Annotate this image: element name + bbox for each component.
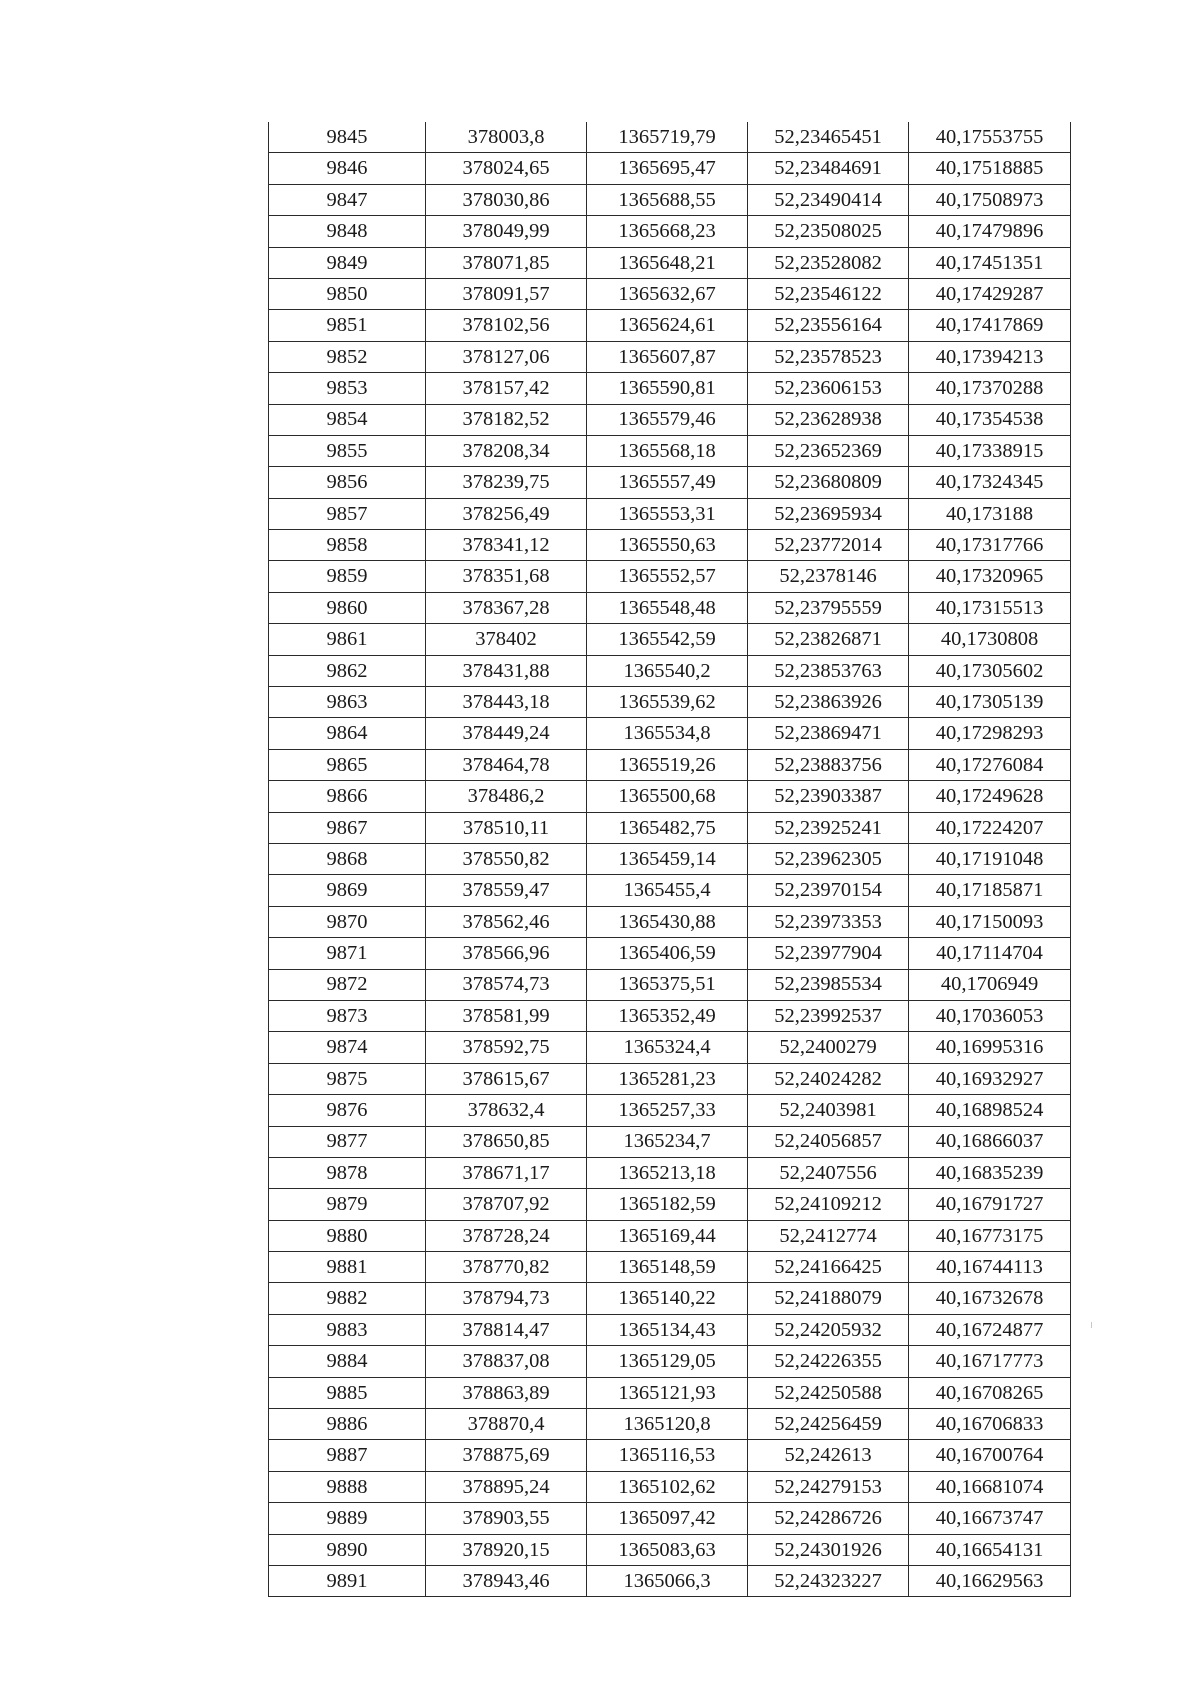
point-number-cell: 9884 [269,1346,426,1377]
y-coordinate-cell: 1365281,23 [587,1063,748,1094]
x-coordinate-cell: 378449,24 [426,718,587,749]
table-row [269,404,1071,435]
point-number-cell: 9886 [269,1409,426,1440]
latitude-cell: 52,23985534 [748,969,909,1000]
point-number-cell: 9858 [269,530,426,561]
y-coordinate-cell: 1365579,46 [587,404,748,435]
point-number-cell: 9890 [269,1534,426,1565]
longitude-cell: 40,17249628 [909,781,1071,812]
y-coordinate-cell: 1365134,43 [587,1314,748,1345]
latitude-cell: 52,23795559 [748,592,909,623]
y-coordinate-cell: 1365648,21 [587,247,748,278]
table-row [269,1440,1071,1471]
longitude-cell: 40,17114704 [909,938,1071,969]
longitude-cell: 40,17320965 [909,561,1071,592]
latitude-cell: 52,24188079 [748,1283,909,1314]
point-number-cell: 9866 [269,781,426,812]
y-coordinate-cell: 1365542,59 [587,624,748,655]
x-coordinate-cell: 378102,56 [426,310,587,341]
latitude-cell: 52,24056857 [748,1126,909,1157]
y-coordinate-cell: 1365540,2 [587,655,748,686]
longitude-cell: 40,17338915 [909,435,1071,466]
table-row [269,122,1071,153]
y-coordinate-cell: 1365102,62 [587,1471,748,1502]
scan-speck [1091,1322,1092,1328]
table-row [269,373,1071,404]
longitude-cell: 40,17298293 [909,718,1071,749]
x-coordinate-cell: 378863,89 [426,1377,587,1408]
x-coordinate-cell: 378707,92 [426,1189,587,1220]
y-coordinate-cell: 1365557,49 [587,467,748,498]
latitude-cell: 52,24301926 [748,1534,909,1565]
x-coordinate-cell: 378030,86 [426,184,587,215]
table-row [269,1189,1071,1220]
longitude-cell: 40,17508973 [909,184,1071,215]
x-coordinate-cell: 378875,69 [426,1440,587,1471]
table-row [269,1126,1071,1157]
x-coordinate-cell: 378402 [426,624,587,655]
y-coordinate-cell: 1365500,68 [587,781,748,812]
table-row [269,687,1071,718]
latitude-cell: 52,24250588 [748,1377,909,1408]
table-row [269,1534,1071,1565]
x-coordinate-cell: 378870,4 [426,1409,587,1440]
x-coordinate-cell: 378049,99 [426,216,587,247]
table-row [269,247,1071,278]
table-row [269,216,1071,247]
y-coordinate-cell: 1365140,22 [587,1283,748,1314]
x-coordinate-cell: 378728,24 [426,1220,587,1251]
y-coordinate-cell: 1365066,3 [587,1565,748,1596]
y-coordinate-cell: 1365097,42 [587,1503,748,1534]
x-coordinate-cell: 378650,85 [426,1126,587,1157]
point-number-cell: 9848 [269,216,426,247]
longitude-cell: 40,16835239 [909,1157,1071,1188]
y-coordinate-cell: 1365719,79 [587,122,748,153]
table-row [269,1283,1071,1314]
longitude-cell: 40,16744113 [909,1252,1071,1283]
y-coordinate-cell: 1365539,62 [587,687,748,718]
longitude-cell: 40,17417869 [909,310,1071,341]
longitude-cell: 40,16700764 [909,1440,1071,1471]
x-coordinate-cell: 378464,78 [426,749,587,780]
point-number-cell: 9871 [269,938,426,969]
latitude-cell: 52,23992537 [748,1000,909,1031]
y-coordinate-cell: 1365624,61 [587,310,748,341]
point-number-cell: 9864 [269,718,426,749]
y-coordinate-cell: 1365459,14 [587,843,748,874]
y-coordinate-cell: 1365607,87 [587,341,748,372]
x-coordinate-cell: 378770,82 [426,1252,587,1283]
point-number-cell: 9885 [269,1377,426,1408]
point-number-cell: 9850 [269,278,426,309]
latitude-cell: 52,23546122 [748,278,909,309]
x-coordinate-cell: 378837,08 [426,1346,587,1377]
longitude-cell: 40,16629563 [909,1565,1071,1596]
x-coordinate-cell: 378903,55 [426,1503,587,1534]
y-coordinate-cell: 1365375,51 [587,969,748,1000]
table-row [269,1095,1071,1126]
y-coordinate-cell: 1365406,59 [587,938,748,969]
x-coordinate-cell: 378814,47 [426,1314,587,1345]
latitude-cell: 52,23853763 [748,655,909,686]
point-number-cell: 9873 [269,1000,426,1031]
table-row [269,184,1071,215]
latitude-cell: 52,2412774 [748,1220,909,1251]
y-coordinate-cell: 1365430,88 [587,906,748,937]
latitude-cell: 52,24109212 [748,1189,909,1220]
point-number-cell: 9853 [269,373,426,404]
longitude-cell: 40,17305602 [909,655,1071,686]
coordinates-table [268,122,1071,1597]
longitude-cell: 40,1706949 [909,969,1071,1000]
longitude-cell: 40,17315513 [909,592,1071,623]
point-number-cell: 9874 [269,1032,426,1063]
table-row [269,1471,1071,1502]
y-coordinate-cell: 1365534,8 [587,718,748,749]
point-number-cell: 9851 [269,310,426,341]
longitude-cell: 40,17394213 [909,341,1071,372]
y-coordinate-cell: 1365121,93 [587,1377,748,1408]
x-coordinate-cell: 378559,47 [426,875,587,906]
latitude-cell: 52,23652369 [748,435,909,466]
y-coordinate-cell: 1365482,75 [587,812,748,843]
point-number-cell: 9852 [269,341,426,372]
point-number-cell: 9888 [269,1471,426,1502]
coordinates-table-body [269,122,1071,1597]
latitude-cell: 52,2403981 [748,1095,909,1126]
latitude-cell: 52,24166425 [748,1252,909,1283]
table-row [269,153,1071,184]
longitude-cell: 40,17451351 [909,247,1071,278]
point-number-cell: 9861 [269,624,426,655]
x-coordinate-cell: 378351,68 [426,561,587,592]
x-coordinate-cell: 378256,49 [426,498,587,529]
longitude-cell: 40,17191048 [909,843,1071,874]
y-coordinate-cell: 1365116,53 [587,1440,748,1471]
point-number-cell: 9867 [269,812,426,843]
table-row [269,1409,1071,1440]
table-row [269,1032,1071,1063]
point-number-cell: 9878 [269,1157,426,1188]
point-number-cell: 9879 [269,1189,426,1220]
longitude-cell: 40,16717773 [909,1346,1071,1377]
point-number-cell: 9855 [269,435,426,466]
latitude-cell: 52,23883756 [748,749,909,780]
x-coordinate-cell: 378443,18 [426,687,587,718]
point-number-cell: 9865 [269,749,426,780]
longitude-cell: 40,17317766 [909,530,1071,561]
longitude-cell: 40,17305139 [909,687,1071,718]
point-number-cell: 9880 [269,1220,426,1251]
longitude-cell: 40,16708265 [909,1377,1071,1408]
longitude-cell: 40,16791727 [909,1189,1071,1220]
latitude-cell: 52,24226355 [748,1346,909,1377]
latitude-cell: 52,23556164 [748,310,909,341]
y-coordinate-cell: 1365550,63 [587,530,748,561]
y-coordinate-cell: 1365129,05 [587,1346,748,1377]
table-row [269,310,1071,341]
x-coordinate-cell: 378157,42 [426,373,587,404]
point-number-cell: 9877 [269,1126,426,1157]
point-number-cell: 9868 [269,843,426,874]
table-row [269,906,1071,937]
y-coordinate-cell: 1365548,48 [587,592,748,623]
point-number-cell: 9859 [269,561,426,592]
longitude-cell: 40,1730808 [909,624,1071,655]
latitude-cell: 52,23869471 [748,718,909,749]
latitude-cell: 52,2378146 [748,561,909,592]
x-coordinate-cell: 378943,46 [426,1565,587,1596]
latitude-cell: 52,23465451 [748,122,909,153]
x-coordinate-cell: 378486,2 [426,781,587,812]
point-number-cell: 9882 [269,1283,426,1314]
y-coordinate-cell: 1365083,63 [587,1534,748,1565]
point-number-cell: 9883 [269,1314,426,1345]
point-number-cell: 9845 [269,122,426,153]
y-coordinate-cell: 1365182,59 [587,1189,748,1220]
table-row [269,592,1071,623]
latitude-cell: 52,23903387 [748,781,909,812]
table-row [269,781,1071,812]
x-coordinate-cell: 378239,75 [426,467,587,498]
table-row [269,624,1071,655]
latitude-cell: 52,23973353 [748,906,909,937]
x-coordinate-cell: 378510,11 [426,812,587,843]
latitude-cell: 52,23528082 [748,247,909,278]
longitude-cell: 40,16681074 [909,1471,1071,1502]
latitude-cell: 52,23490414 [748,184,909,215]
x-coordinate-cell: 378671,17 [426,1157,587,1188]
latitude-cell: 52,24286726 [748,1503,909,1534]
latitude-cell: 52,23508025 [748,216,909,247]
latitude-cell: 52,23962305 [748,843,909,874]
table-row [269,498,1071,529]
x-coordinate-cell: 378208,34 [426,435,587,466]
latitude-cell: 52,23606153 [748,373,909,404]
point-number-cell: 9857 [269,498,426,529]
point-number-cell: 9872 [269,969,426,1000]
point-number-cell: 9889 [269,1503,426,1534]
y-coordinate-cell: 1365455,4 [587,875,748,906]
latitude-cell: 52,23925241 [748,812,909,843]
x-coordinate-cell: 378341,12 [426,530,587,561]
y-coordinate-cell: 1365632,67 [587,278,748,309]
x-coordinate-cell: 378091,57 [426,278,587,309]
latitude-cell: 52,24024282 [748,1063,909,1094]
x-coordinate-cell: 378566,96 [426,938,587,969]
table-row [269,843,1071,874]
latitude-cell: 52,2400279 [748,1032,909,1063]
y-coordinate-cell: 1365234,7 [587,1126,748,1157]
x-coordinate-cell: 378071,85 [426,247,587,278]
x-coordinate-cell: 378003,8 [426,122,587,153]
latitude-cell: 52,24279153 [748,1471,909,1502]
longitude-cell: 40,17553755 [909,122,1071,153]
table-row [269,969,1071,1000]
longitude-cell: 40,16773175 [909,1220,1071,1251]
longitude-cell: 40,17036053 [909,1000,1071,1031]
x-coordinate-cell: 378895,24 [426,1471,587,1502]
x-coordinate-cell: 378550,82 [426,843,587,874]
longitude-cell: 40,17518885 [909,153,1071,184]
table-row [269,938,1071,969]
latitude-cell: 52,23578523 [748,341,909,372]
table-row [269,1314,1071,1345]
latitude-cell: 52,23680809 [748,467,909,498]
table-row [269,1252,1071,1283]
table-row [269,467,1071,498]
y-coordinate-cell: 1365568,18 [587,435,748,466]
y-coordinate-cell: 1365213,18 [587,1157,748,1188]
latitude-cell: 52,2407556 [748,1157,909,1188]
y-coordinate-cell: 1365148,59 [587,1252,748,1283]
point-number-cell: 9876 [269,1095,426,1126]
longitude-cell: 40,16673747 [909,1503,1071,1534]
longitude-cell: 40,17429287 [909,278,1071,309]
point-number-cell: 9862 [269,655,426,686]
longitude-cell: 40,16932927 [909,1063,1071,1094]
table-row [269,530,1071,561]
latitude-cell: 52,242613 [748,1440,909,1471]
longitude-cell: 40,17224207 [909,812,1071,843]
point-number-cell: 9846 [269,153,426,184]
longitude-cell: 40,16724877 [909,1314,1071,1345]
x-coordinate-cell: 378794,73 [426,1283,587,1314]
y-coordinate-cell: 1365688,55 [587,184,748,215]
x-coordinate-cell: 378024,65 [426,153,587,184]
x-coordinate-cell: 378182,52 [426,404,587,435]
table-row [269,1503,1071,1534]
x-coordinate-cell: 378127,06 [426,341,587,372]
longitude-cell: 40,17479896 [909,216,1071,247]
longitude-cell: 40,16866037 [909,1126,1071,1157]
latitude-cell: 52,23977904 [748,938,909,969]
latitude-cell: 52,23826871 [748,624,909,655]
longitude-cell: 40,17324345 [909,467,1071,498]
table-row [269,812,1071,843]
y-coordinate-cell: 1365257,33 [587,1095,748,1126]
y-coordinate-cell: 1365590,81 [587,373,748,404]
longitude-cell: 40,16995316 [909,1032,1071,1063]
table-row [269,435,1071,466]
x-coordinate-cell: 378431,88 [426,655,587,686]
table-row [269,875,1071,906]
y-coordinate-cell: 1365668,23 [587,216,748,247]
longitude-cell: 40,16654131 [909,1534,1071,1565]
x-coordinate-cell: 378574,73 [426,969,587,1000]
table-row [269,1346,1071,1377]
longitude-cell: 40,17354538 [909,404,1071,435]
longitude-cell: 40,16706833 [909,1409,1071,1440]
point-number-cell: 9887 [269,1440,426,1471]
point-number-cell: 9881 [269,1252,426,1283]
y-coordinate-cell: 1365519,26 [587,749,748,780]
table-row [269,749,1071,780]
point-number-cell: 9891 [269,1565,426,1596]
y-coordinate-cell: 1365169,44 [587,1220,748,1251]
longitude-cell: 40,16732678 [909,1283,1071,1314]
x-coordinate-cell: 378581,99 [426,1000,587,1031]
x-coordinate-cell: 378592,75 [426,1032,587,1063]
y-coordinate-cell: 1365552,57 [587,561,748,592]
x-coordinate-cell: 378920,15 [426,1534,587,1565]
longitude-cell: 40,17370288 [909,373,1071,404]
longitude-cell: 40,17185871 [909,875,1071,906]
table-row [269,655,1071,686]
latitude-cell: 52,23772014 [748,530,909,561]
point-number-cell: 9847 [269,184,426,215]
y-coordinate-cell: 1365695,47 [587,153,748,184]
longitude-cell: 40,17276084 [909,749,1071,780]
latitude-cell: 52,23484691 [748,153,909,184]
table-row [269,1377,1071,1408]
latitude-cell: 52,24323227 [748,1565,909,1596]
x-coordinate-cell: 378632,4 [426,1095,587,1126]
y-coordinate-cell: 1365324,4 [587,1032,748,1063]
table-row [269,718,1071,749]
table-row [269,1157,1071,1188]
table-row [269,1063,1071,1094]
x-coordinate-cell: 378615,67 [426,1063,587,1094]
point-number-cell: 9863 [269,687,426,718]
table-row [269,561,1071,592]
table-row [269,341,1071,372]
table-row [269,1565,1071,1596]
point-number-cell: 9854 [269,404,426,435]
latitude-cell: 52,23863926 [748,687,909,718]
longitude-cell: 40,173188 [909,498,1071,529]
longitude-cell: 40,16898524 [909,1095,1071,1126]
y-coordinate-cell: 1365352,49 [587,1000,748,1031]
y-coordinate-cell: 1365120,8 [587,1409,748,1440]
latitude-cell: 52,23628938 [748,404,909,435]
point-number-cell: 9875 [269,1063,426,1094]
longitude-cell: 40,17150093 [909,906,1071,937]
x-coordinate-cell: 378562,46 [426,906,587,937]
x-coordinate-cell: 378367,28 [426,592,587,623]
point-number-cell: 9860 [269,592,426,623]
table-row [269,278,1071,309]
latitude-cell: 52,23695934 [748,498,909,529]
table-row [269,1000,1071,1031]
point-number-cell: 9849 [269,247,426,278]
point-number-cell: 9869 [269,875,426,906]
point-number-cell: 9870 [269,906,426,937]
point-number-cell: 9856 [269,467,426,498]
table-row [269,1220,1071,1251]
y-coordinate-cell: 1365553,31 [587,498,748,529]
latitude-cell: 52,24256459 [748,1409,909,1440]
latitude-cell: 52,24205932 [748,1314,909,1345]
latitude-cell: 52,23970154 [748,875,909,906]
